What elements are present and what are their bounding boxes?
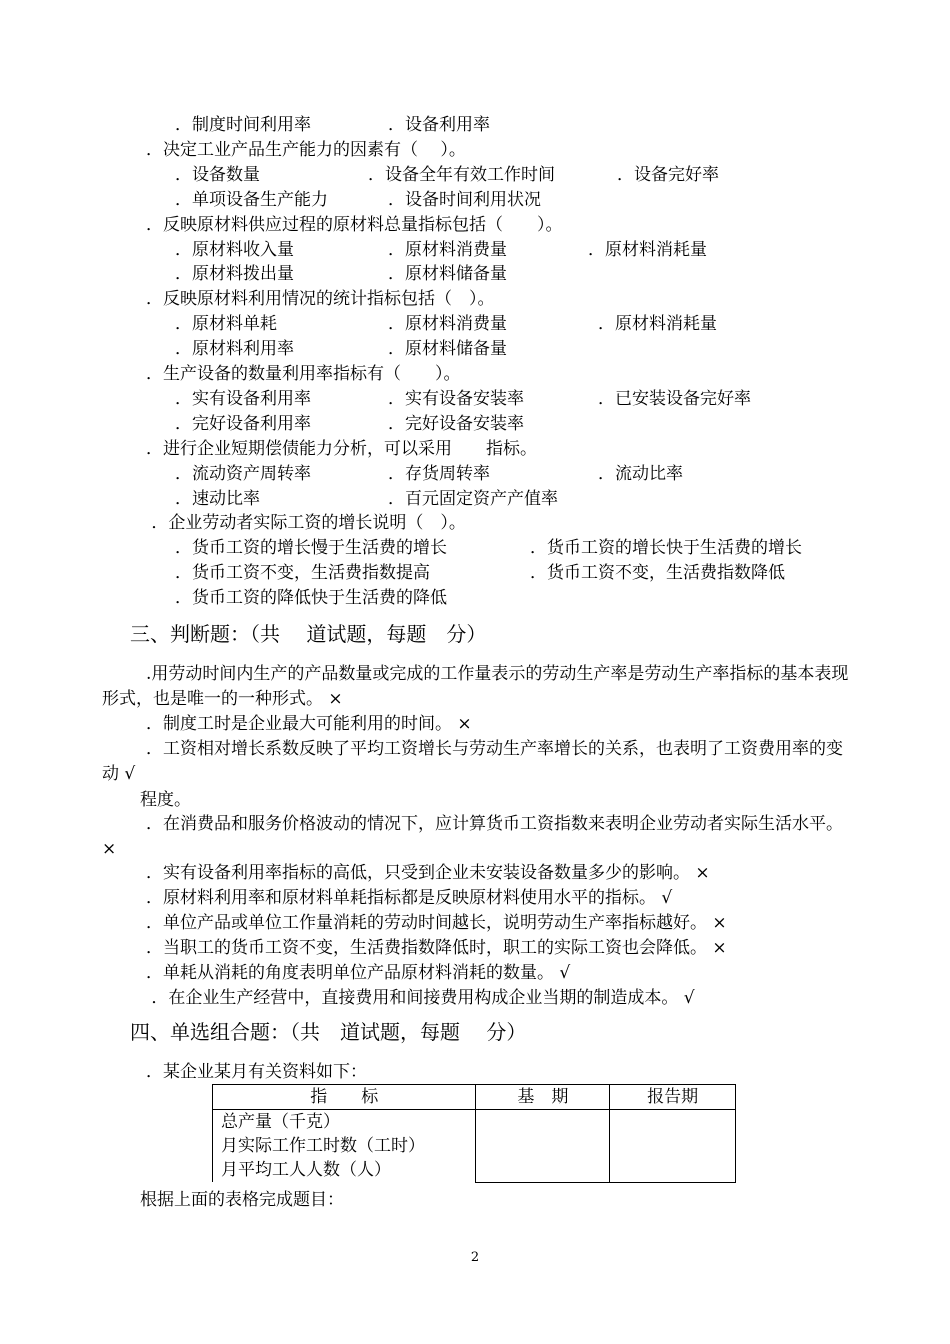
answer-option[interactable]: ．原材料消费量: [388, 240, 507, 260]
row-label-workers: 月平均工人人数（人）: [221, 1160, 391, 1180]
answer-option[interactable]: ．流动比率: [598, 464, 683, 484]
question-intro: ．某企业某月有关资料如下：: [146, 1062, 367, 1082]
answer-option[interactable]: ．原材料拨出量: [175, 264, 294, 284]
answer-option[interactable]: ．原材料储备量: [388, 264, 507, 284]
table-header-row: [213, 1085, 736, 1110]
judgment-item-1: .用劳动时间内生产的产品数量或完成的工作量表示的劳动生产率是劳动生产率指标的基本表现形式，也是唯一的一种形式。 ×: [102, 664, 849, 709]
judgment-item-6: ．原材料利用率和原材料单耗指标都是反映原材料使用水平的指标。 √: [146, 888, 673, 908]
table-header-base-period: 基 期: [476, 1085, 610, 1110]
answer-option[interactable]: ．货币工资的降低快于生活费的降低: [175, 588, 447, 608]
table-row: [213, 1110, 736, 1183]
answer-option[interactable]: ．已安装设备完好率: [598, 389, 751, 409]
judgment-item-8: ．当职工的货币工资不变，生活费指数降低时，职工的实际工资也会降低。 ×: [146, 938, 727, 958]
question-stem: ．反映原材料供应过程的原材料总量指标包括（ ）。: [146, 215, 563, 235]
answer-option[interactable]: ．货币工资不变，生活费指数降低: [530, 563, 785, 583]
answer-option[interactable]: ．原材料消耗量: [598, 314, 717, 334]
judgment-item-4: ．在消费品和服务价格波动的情况下，应计算货币工资指数来表明企业劳动者实际生活水平。 ×: [102, 814, 843, 859]
answer-option[interactable]: ．实有设备利用率: [175, 389, 311, 409]
answer-option[interactable]: ．完好设备安装率: [388, 414, 524, 434]
judgment-item-3: ．工资相对增长系数反映了平均工资增长与劳动生产率增长的关系，也表明了工资费用率的变动 √: [102, 739, 843, 784]
answer-option[interactable]: ．货币工资的增长慢于生活费的增长: [175, 538, 447, 558]
judgment-item-2: ．制度工时是企业最大可能利用的时间。 ×: [146, 714, 472, 734]
question-stem: ．决定工业产品生产能力的因素有（ ）。: [146, 140, 466, 160]
answer-option[interactable]: ．设备完好率: [617, 165, 719, 185]
answer-option[interactable]: ．原材料储备量: [388, 339, 507, 359]
page-number: 2: [470, 1250, 480, 1265]
answer-option[interactable]: ．设备时间利用状况: [388, 190, 541, 210]
section-3-heading: 三、判断题：（共 道试题，每题 分）: [130, 622, 487, 646]
data-table: [212, 1084, 736, 1183]
row-label-work-hours: 月实际工作工时数（工时）: [221, 1136, 425, 1156]
judgment-item-3-continued: 程度。: [140, 790, 191, 810]
answer-option[interactable]: ．原材料单耗: [175, 314, 277, 334]
table-cell-report-period: [610, 1110, 736, 1183]
answer-option[interactable]: ．百元固定资产产值率: [388, 489, 558, 509]
answer-option[interactable]: ．原材料收入量: [175, 240, 294, 260]
answer-option[interactable]: ．存货周转率: [388, 464, 490, 484]
answer-option[interactable]: ．货币工资的增长快于生活费的增长: [530, 538, 802, 558]
answer-option[interactable]: ．原材料利用率: [175, 339, 294, 359]
answer-option[interactable]: ．原材料消耗量: [588, 240, 707, 260]
followup-text: 根据上面的表格完成题目：: [140, 1190, 344, 1210]
judgment-item-7: ．单位产品或单位工作量消耗的劳动时间越长，说明劳动生产率指标越好。 ×: [146, 913, 727, 933]
table-header-report-period: 报告期: [610, 1085, 736, 1110]
answer-option[interactable]: ．设备全年有效工作时间: [368, 165, 555, 185]
answer-option[interactable]: ．流动资产周转率: [175, 464, 311, 484]
answer-option[interactable]: ．设备利用率: [388, 115, 490, 135]
table-header-indicator: 指 标: [213, 1085, 476, 1110]
row-label-total-output: 总产量（千克）: [221, 1112, 340, 1132]
answer-option[interactable]: ．原材料消费量: [388, 314, 507, 334]
question-stem: ．反映原材料利用情况的统计指标包括（ ）。: [146, 289, 495, 309]
question-stem: ．生产设备的数量利用率指标有（ ）。: [146, 364, 461, 384]
judgment-item-5: ．实有设备利用率指标的高低，只受到企业未安装设备数量多少的影响。 ×: [146, 863, 710, 883]
answer-option[interactable]: ．货币工资不变，生活费指数提高: [175, 563, 430, 583]
judgment-item-9: ．单耗从消耗的角度表明单位产品原材料消耗的数量。 √: [146, 963, 571, 983]
answer-option[interactable]: ．单项设备生产能力: [175, 190, 328, 210]
answer-option[interactable]: ．制度时间利用率: [175, 115, 311, 135]
answer-option[interactable]: ．完好设备利用率: [175, 414, 311, 434]
question-stem: ．进行企业短期偿债能力分析，可以采用 指标。: [146, 439, 537, 459]
answer-option[interactable]: ．设备数量: [175, 165, 260, 185]
answer-option[interactable]: ．速动比率: [175, 489, 260, 509]
table-cell-base-period: [476, 1110, 610, 1183]
table-cell: [213, 1110, 476, 1183]
answer-option[interactable]: ．实有设备安装率: [388, 389, 524, 409]
question-stem: ．企业劳动者实际工资的增长说明（ ）。: [146, 513, 466, 533]
section-4-heading: 四、单选组合题：（共 道试题，每题 分）: [130, 1020, 527, 1044]
judgment-item-10: ．在企业生产经营中，直接费用和间接费用构成企业当期的制造成本。 √: [146, 988, 695, 1008]
